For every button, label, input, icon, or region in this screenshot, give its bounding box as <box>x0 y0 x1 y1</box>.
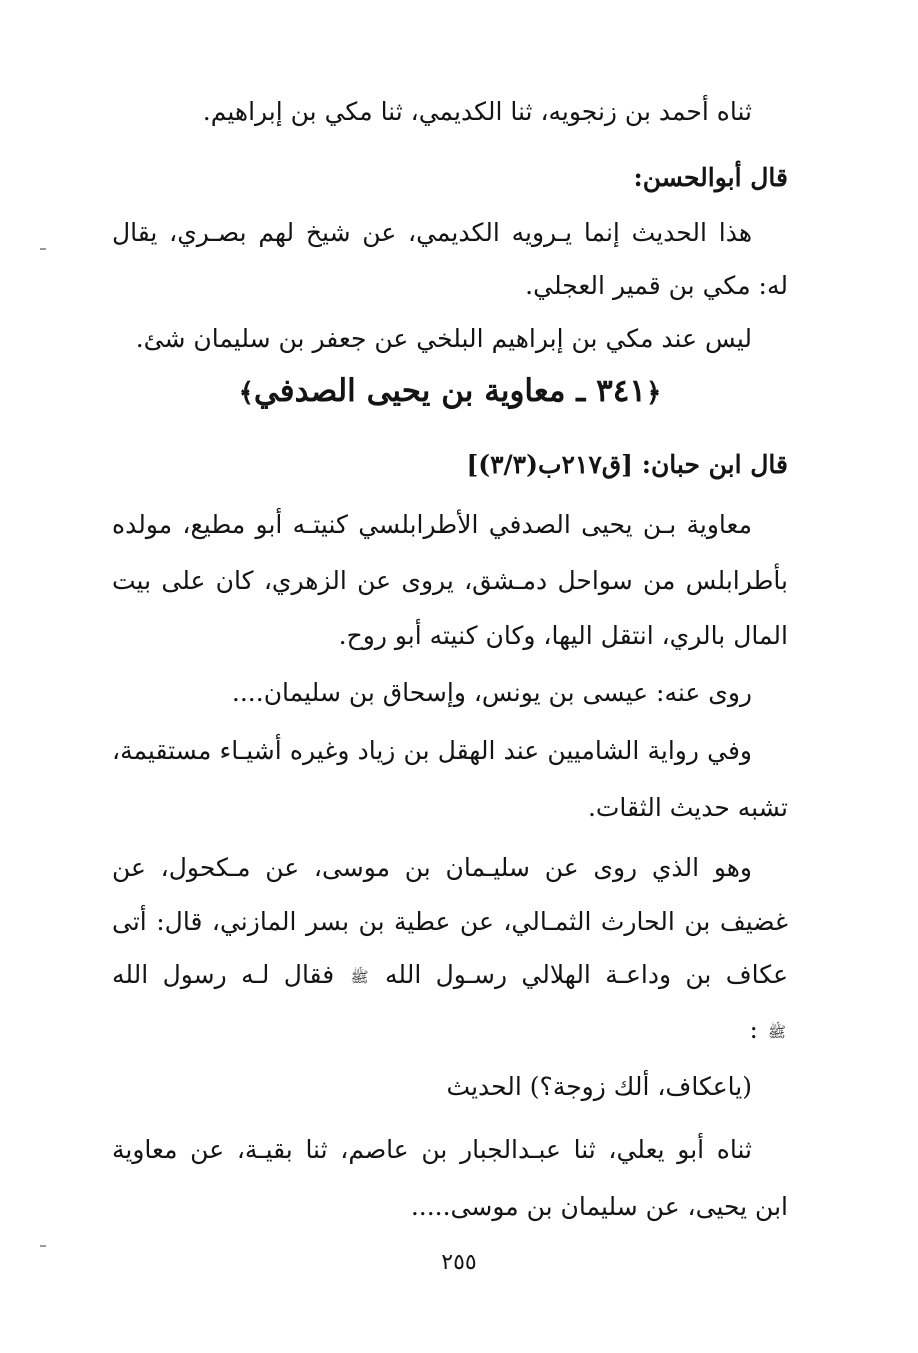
text-line-11: روى عنه: عيسى بن يونس، وإسحاق بن سليمان.... <box>231 678 752 707</box>
text-line-18: (ياعكاف، ألك زوجة؟) الحديث <box>446 1072 752 1101</box>
honorific-glyph-2: ﷺ <box>767 1022 786 1041</box>
text-line-16 <box>112 955 788 995</box>
entry-name: معاوية بن يحيى الصدفي <box>253 373 566 409</box>
text-line-9: بأطرابلس من سواحل دمـشق، يروى عن الزهري، كان على بيت <box>112 566 788 595</box>
entry-dash: ـ <box>576 373 586 409</box>
scan-edge-mark <box>40 1245 46 1247</box>
text-line-15: غضيف بن الحارث الثمـالي، عن عطية بن بسر المازني، قال: أتى <box>112 907 788 936</box>
text-line-12: وفي رواية الشاميين عند الهقل بن زياد وغيره أشيـاء مستقيمة، <box>112 736 752 765</box>
text-line-14: وهو الذي روى عن سليـمان بن موسى، عن مـكحول، عن <box>112 853 752 882</box>
text-line-20: ابن يحيى، عن سليمان بن موسى..... <box>410 1192 788 1221</box>
text-line-16-part-a: عكاف بن وداعـة الهلالي رسـول الله <box>385 960 789 989</box>
text-line-17-colon: : <box>749 1015 758 1044</box>
ornament-close: ﴾ <box>238 378 254 408</box>
text-line-3: هذا الحديث إنما يـرويه الكديمي، عن شيخ لهم بصـري، يقال <box>112 218 752 247</box>
text-line-17 <box>112 1010 788 1050</box>
text-line-16-part-b: فقال لـه رسول الله <box>112 960 335 989</box>
text-line-13: تشبه حديث الثقات. <box>587 793 788 822</box>
text-line-10: المال بالري، انتقل اليها، وكان كنيته أبو روح. <box>338 621 788 650</box>
scan-edge-mark <box>40 248 46 250</box>
section-heading-abu-al-hasan: قال أبوالحسن: <box>633 163 788 192</box>
text-line-1: ثناه أحمد بن زنجويه، ثنا الكديمي، ثنا مكي بن إبراهيم. <box>202 97 752 126</box>
ornament-open: ﴿ <box>646 378 662 408</box>
entry-number: ٣٤١ <box>596 373 647 409</box>
text-line-19: ثناه أبو يعلي، ثنا عبـدالجبار بن عاصم، ثنا بقيـة، عن معاوية <box>112 1135 752 1164</box>
page-number: ٢٥٥ <box>441 1250 477 1275</box>
section-heading-ibn-hibban: قال ابن حبان: [ق٢١٧ب(٣/٣)] <box>466 450 788 479</box>
text-line-4: له: مكي بن قمير العجلي. <box>525 271 788 300</box>
entry-title <box>112 364 788 418</box>
text-line-5: ليس عند مكي بن إبراهيم البلخي عن جعفر بن سليمان شئ. <box>135 324 752 353</box>
text-line-8: معاوية بـن يحيى الصدفي الأطرابلسي كنيتـه أبو مطيع، مولده <box>112 510 752 539</box>
honorific-glyph: ﷺ <box>350 967 369 986</box>
